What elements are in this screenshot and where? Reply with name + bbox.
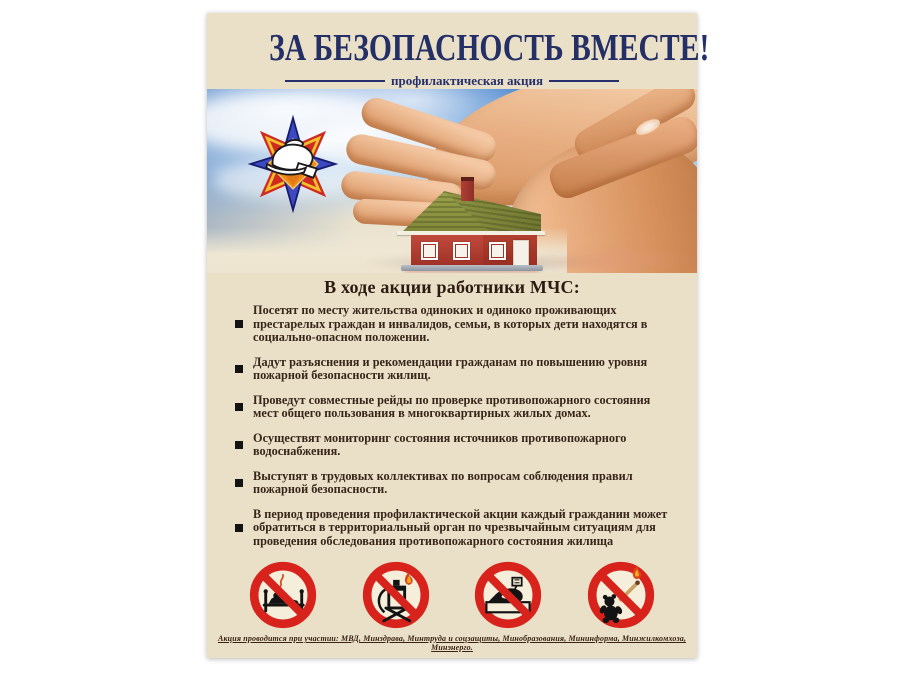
house-side-wall [483,235,537,265]
hands-protecting-house-photo [207,89,697,273]
house-window [421,242,438,260]
house-window [489,242,506,260]
list-item [235,432,671,459]
list-item-text: Дадут разъяснения и рекомендации гражданам по повышению уровня пожарной безопасности жилищ. [253,354,648,382]
square-bullet-icon [235,403,243,411]
list-item [235,304,671,345]
list-item-text: Посетят по месту жительства одиноких и одиноко проживающих престарелых граждан и инвалидов, семьи, в которых дети находятся в социально-опасном положении. [253,303,648,344]
section-heading: В ходе акции работники МЧС: [324,277,580,297]
no-unattended-iron-icon [472,559,544,631]
square-bullet-icon [235,320,243,328]
toy-house-image [401,185,543,273]
house-window [453,242,470,260]
poster-title: ЗА БЕЗОПАСНОСТЬ ВМЕСТЕ! [269,27,710,69]
no-smoking-in-bed-icon [247,559,319,631]
list-item [235,394,671,421]
list-item-text: Выступят в трудовых коллективах по вопросам соблюдения правил пожарной безопасности. [253,468,633,496]
action-bullet-list [235,304,671,559]
square-bullet-icon [235,365,243,373]
house-front-wall [411,235,483,265]
subtitle-rule-left [285,80,385,82]
house-chimney [461,177,474,201]
no-children-playing-with-fire-icon [585,559,657,631]
list-item-text: Осуществят мониторинг состояния источников противопожарного водоснабжения. [253,430,627,458]
poster-subtitle-row [207,73,697,89]
list-item [235,508,671,549]
square-bullet-icon [235,441,243,449]
poster-subtitle: профилактическая акция [391,73,543,88]
house-base-platform [401,265,543,271]
list-item-text: Проведут совместные рейды по проверке противопожарного состояния мест общего пользования в многоквартирных жилых домах. [253,392,651,420]
list-item [235,356,671,383]
poster-header [207,27,710,69]
subtitle-rule-right [549,80,619,82]
square-bullet-icon [235,479,243,487]
list-item-text: В период проведения профилактической акции каждый гражданин может обратиться в территориальный орган по чрезвычайным ситуациям для проведения обследования противопожарного состояния жилища [253,506,668,548]
house-door [513,240,529,266]
prohibition-signs-row [207,559,697,631]
list-item [235,470,671,497]
safety-poster [207,13,710,658]
mchs-star-helmet-emblem-icon [247,113,339,215]
participants-footer-text: Акция проводится при участии: МВД, Минздрава, Минтруда и соцзащиты, Минобразования, Мининформа, Минжилкомхоза, Минэнерго. [217,634,687,652]
square-bullet-icon [235,524,243,532]
hand-reflection [527,247,697,273]
no-unattended-stove-icon [360,559,432,631]
